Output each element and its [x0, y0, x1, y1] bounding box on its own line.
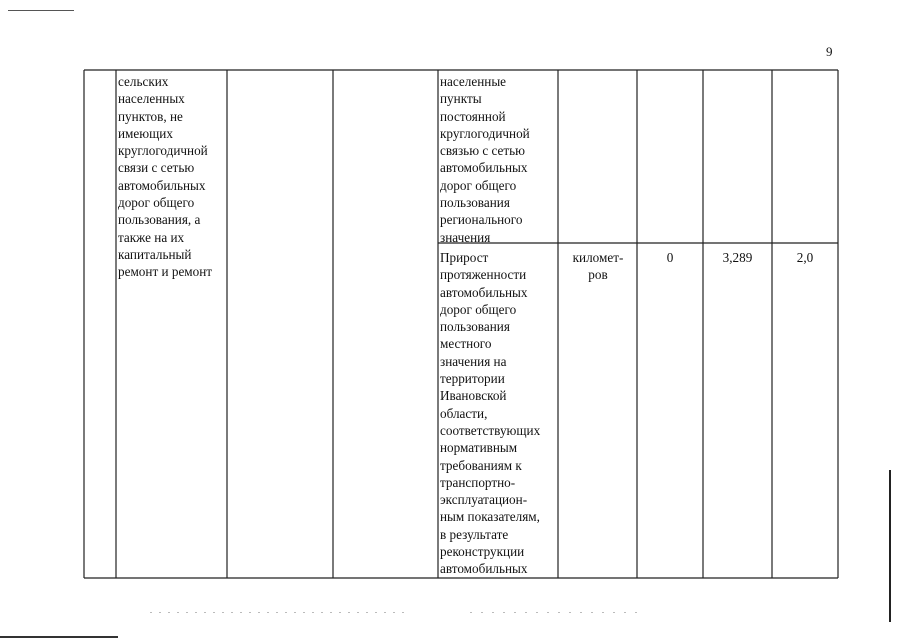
table-cell-event-description: сельских населенных пунктов, не имеющих круглогодичной связи с сетью автомобильных дорог общего пользования, а также на их капитальный ремонт и ремонт [118, 74, 213, 280]
table-cell-value-1: 0 [666, 250, 674, 265]
scan-edge-mark-right [889, 470, 891, 622]
scan-noise-dots [470, 612, 640, 613]
table-cell-value-2: 3,289 [722, 250, 753, 265]
table-cell-indicator-row2: Прирост протяженности автомобильных дорог общего пользования местного значения на территории Ивановской области, соответствующих нормативным требованиям к транспортно- эксплуатацион- ным показателям, в результате реконструкции автомобильных [440, 250, 541, 577]
table-cell-value-3: 2,0 [796, 250, 814, 265]
table-cell-indicator-row1: населенные пункты постоянной круглогодичной связью с сетью автомобильных дорог общего пользования регионального значения [440, 74, 530, 245]
page-number: 9 [826, 44, 833, 59]
scan-edge-mark-bottom [0, 636, 118, 638]
table-cell-unit-row2: километ- ров [572, 250, 624, 283]
scan-edge-mark-top [8, 10, 74, 11]
scan-noise-dots [150, 612, 410, 613]
